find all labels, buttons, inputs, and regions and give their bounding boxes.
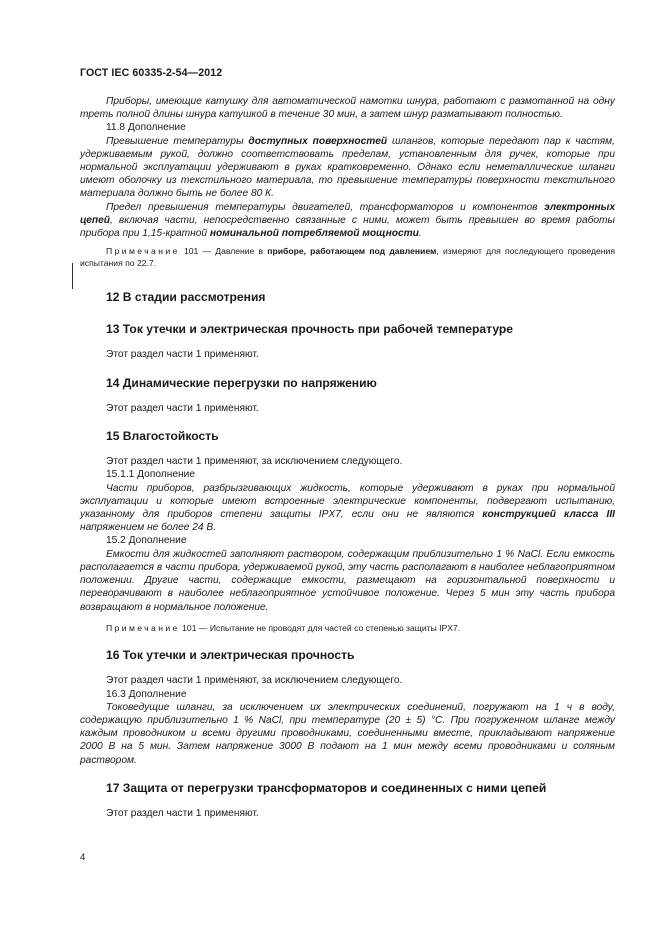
section-14-text: Этот раздел части 1 применяют.	[106, 402, 259, 414]
subclause-11-8: 11.8 Дополнение	[106, 122, 186, 134]
text-run: , измеряют для последующего проведения испытания по 22.7.	[80, 246, 615, 268]
term-pressurized-appliance: приборе, работающем под давлением	[267, 246, 437, 257]
section-16-heading: 16 Ток утечки и электрическая прочность	[106, 648, 355, 663]
paragraph-spraying-appliances	[80, 482, 615, 535]
text-run: Предел превышения температуры двигателей, трансформаторов и компонентов	[106, 201, 545, 213]
text-run: .	[418, 228, 422, 240]
text-run: 101 — Давление в	[179, 246, 268, 257]
note-101-pressure	[80, 246, 615, 269]
subclause-15-1-1: 15.1.1 Дополнение	[106, 469, 196, 481]
text-run: напряжением не более 24 В.	[80, 522, 217, 534]
term-class-iii-construction: конструкцией класса III	[482, 509, 615, 521]
section-13-text: Этот раздел части 1 применяют.	[106, 349, 259, 361]
paragraph-cord-reel: Приборы, имеющие катушку для автоматической намотки шнура, работают с размотанной на одну треть полной длины шнура катушкой в течение 30 мин, а затем шнур разматывают полностью.	[80, 96, 615, 121]
section-13-heading: 13 Ток утечки и электрическая прочность при рабочей температуре	[106, 322, 514, 337]
section-15-heading: 15 Влагостойкость	[106, 429, 219, 444]
note-101-ipx7	[80, 623, 615, 634]
subclause-15-2: 15.2 Дополнение	[106, 535, 187, 547]
section-14-heading: 14 Динамические перегрузки по напряжению	[106, 375, 377, 390]
text-run: 101 — Испытание не проводят для частей со степенью защиты IPX7.	[179, 622, 461, 633]
section-17-heading: 17 Защита от перегрузки трансформаторов и соединенных с ними цепей	[106, 780, 547, 795]
paragraph-surface-temperature	[80, 135, 615, 201]
section-16-text: Этот раздел части 1 применяют, за исключением следующего.	[106, 675, 403, 687]
paragraph-temperature-limit	[80, 201, 615, 241]
paragraph-liquid-containers: Емкости для жидкостей заполняют раствором, содержащим приблизительно 1 % NaCl. Если емкость располагается в части прибора, удерживаемой рукой, эту часть располагают в наиболее неблагоприятном положении. Другие части, содержащие емкости, размещают на горизонтальной поверхности и переворачивают в наиболее неблагоприятное устойчивое положение. Через 5 мин эту часть прибора возвращают в нормальное положение.	[80, 548, 615, 613]
term-rated-power-input: номинальной потребляемой мощности	[209, 228, 419, 240]
page-number: 4	[80, 852, 86, 863]
section-12-heading: 12 В стадии рассмотрения	[106, 290, 266, 305]
page-content	[80, 95, 615, 820]
paragraph-live-hoses: Токоведущие шланги, за исключением их электрических соединений, погружают на 1 ч в воду, содержащую приблизительно 1 % NaCl, при температуре (20 ± 5) °С. При погруженном шланге между каждым проводником и всеми другими проводниками, соединенными вместе, прикладывают напряжение 2000 В на 5 мин. Затем напряжение 3000 В подают на 1 мин между всеми проводниками и соляным раствором.	[80, 701, 615, 766]
term-accessible-surfaces: доступных поверхностей	[248, 135, 388, 147]
term-electronic-circuits: электронных цепей	[80, 201, 615, 226]
text-run: шлангов, которые передают пар к частям, удерживаемым рукой, должно соответствовать пределам, установленным для ручек, которые при нормальной эксплуатации удерживают в руках кратковременно. Однако если неметаллические шланги имеют оболочку из текстильного материала, то превышение температуры поверхности текстильного материала должно быть не более 80 К.	[80, 135, 615, 200]
note-label: Примечание	[106, 246, 180, 257]
subclause-16-3: 16.3 Дополнение	[106, 688, 187, 700]
document-header: ГОСТ IEC 60335-2-54—2012	[80, 67, 223, 79]
section-15-text: Этот раздел части 1 применяют, за исключением следующего.	[106, 456, 403, 468]
change-bar	[72, 263, 73, 289]
note-label: Примечание	[106, 622, 180, 633]
text-run: Превышение температуры	[106, 135, 249, 147]
text-run: , включая части, непосредственно связанные с ними, может быть превышен во время работы прибора при 1,15-кратной	[80, 214, 615, 240]
section-17-text: Этот раздел части 1 применяют.	[106, 807, 259, 819]
text-run: Части приборов, разбрызгивающих жидкость, которые удерживают в руках при нормальной эксплуатации и которые имеют встроенные электрические компоненты, подвергают испытанию, указанному для приборов степени защиты IPX7, если они не являются	[80, 482, 615, 521]
